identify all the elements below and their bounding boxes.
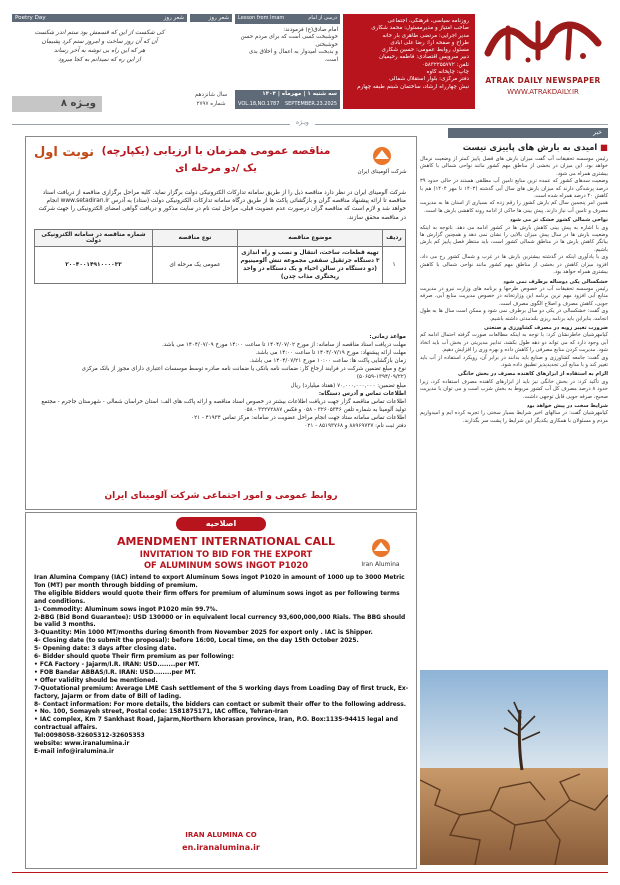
body-line: 5- Opening date: 3 days after closing date. [34,646,177,653]
article-body [420,156,608,425]
lesson-label-fa: درسی از امام [308,15,337,21]
poetry-label-fa: شعر روز [163,15,184,21]
note-line: مهلت دریافت اسناد مناقصه از سامانه: از مورخ ۱۴۰۴/۰۷/۰۲ تا ساعت ۱۴:۰۰ مورخ ۱۴۰۴/۰۷/۰۹ می باشد. [161,342,406,349]
iran-alumina-logo [353,537,408,568]
export-ad-website[interactable]: en.iranalumina.ir [182,843,260,852]
company-name: شرکت آلومینای ایران [357,169,407,175]
export-ad-company: IRAN ALUMINA CO [185,831,257,839]
note-line: اطلاعات تماس سامانه ستاد جهت انجام مراحل عضویت در سامانه: مرکز تماس ۴۱۹۳۴ - ۰۲۱ [191,414,406,421]
staff-line: مسئول روابط عمومی: حسین شکاری [381,47,469,54]
issue-meta [235,100,340,110]
body-line[interactable]: E-mail info@iralumina.ir [34,748,114,755]
newspaper-logo-mark [478,8,608,68]
staff-line: نبش چهارراه ارشاد، ساختمان شبنم طبقه چهارم [357,83,469,90]
masthead-logo [478,8,608,118]
staff-line: دبیر سرویس اقتصادی: فاطمه رحیمیان [379,54,469,61]
article-tag-bar [448,128,608,138]
article-subheading: ضرورت تغییر رویه در مصرف کشاورزی و صنعتی [483,324,608,331]
masthead-url[interactable]: WWW.ATRAKDAILY.IR [507,88,579,96]
article-tag: خبر [593,129,602,136]
article-subheading: نواحی شمالی کشور خشک تر می شود [509,217,608,224]
body-line: • FCA Factory - Jajarm/I.R. IRAN: USD........per MT. [34,661,200,668]
tender-turn-label: نوبت اول [34,145,95,160]
body-line: 6- Bidder should quote Their firm premium as per following: [34,654,234,661]
body-line: 7-Quotational premium: Average LME Cash settlement of the 5 working days from Loading Day of first truck, Ex-factory, Jajarm or from date of Bill of lading. [34,685,409,700]
body-line: • IAC complex, Km 7 Sankhast Road, Jajarm,Northern khorasan province, Iran, P.O. Box:1135-94415 legal and contractual affairs. [34,717,398,732]
iran-alumina-logo-icon [363,537,399,559]
year-box [190,14,232,109]
divider-label: ویـژه [290,119,315,126]
bottom-rule [12,872,608,873]
staff-line: صاحب امتیاز و مدیرمسئول: محمد شکاری [371,25,469,32]
tender-intro: شرکت آلومینای ایران در نظر دارد مناقصه ذیل را از طریق سامانه تدارکات الکترونیکی دولت برگزار نماید. کلیه مراحل برگزاری مناقصه از دریافت اسناد مناقصه تا ارائه پیشنهاد مناقصه گران و بازگشائی پاکت ها از طریق درگاه سامانه تدارکات الکترونیکی دولت (ستاد) به آدرس www.setadiran.ir انجام خواهد شد و لازم است که مناقصه گران درصورت عدم عضویت قبلی، مراحل ثبت نام در سایت مذکور و دریافت گواهی امضای الکترونیکی را جهت شرکت در مناقصه محقق سازند. [38,190,406,221]
poem-line: کی شکست از این که قسمش بود ستم اندر شکست [34,29,165,36]
body-line: Tel:0098058-32605312-32605353 [34,733,145,740]
article-paragraph: وی گفت: جامعه کشاورزی و صنایع باید بدانند در برابر آن، رویکرد استفاده از آب باید تغییر کند و با منابع آبی تجدیدپذیر تطبیق داده شود. [420,354,608,368]
article-paragraph: همین امر پنجمین سال کم بارش کشور را رقم زده که بسیاری از استان ها به مدیریت مصرف و تامین آب نیاز دارند. پیش بینی ها حاکی از ادامه روند کاهشی بارش ها است. [420,200,608,214]
body-line: 1- Commodity: Aluminum sows ingot P1020 min 99.7%. [34,606,218,613]
export-ad [25,512,417,869]
body-line: 3-Quantity: Min 1000 MT/months during 6month from November 2025 for export only . IAC is Shipper. [34,630,373,637]
company-logo [356,145,408,175]
note-line: مواعد زمانی: [369,334,406,340]
logo-label: Iran Alumina [361,561,400,568]
note-line: زمان بازگشایی پاکت ها: ساعت ۱۰:۰۰ مورخ ۱۴۰۴/۰۷/۲۱ می باشد. [249,358,406,365]
article-paragraph: کیامهرشیان گفت: در سالهای اخیر شرایط بسیار سختی را تجربه کرده ایم و امیدواریم مردم و مسئولان با همکاری یکدیگر این شرایط را پشت سر بگذارند. [420,410,608,424]
article-paragraph: رئیس موسسه تحقیقات آب در خصوص طرحها و برنامه های وزارت نیرو در مدیریت منابع آبی افزود مهم ترین برنامه این وزارتخانه در خصوص مدیریت منابع آبی، صرفه جویی، کاهش مصرف و اصلاح الگوی مصرف است. [420,285,608,307]
year-box-head: شعر روز [190,14,232,22]
staff-line: روزنامه سیاسی، فرهنگی، اجتماعی [387,18,469,24]
staff-line: تلفن: ۰۵۸۳۲۲۵۵۷۷۲ [421,61,469,68]
tender-table [34,229,406,284]
note-line: دفتر ثبت نام: ۸۸۹۶۹۷۳۷ و ۸۵۱۹۳۷۶۸ - ۰۲۱ [304,423,406,430]
issue-date-fa: سه شنبه ۱ | مهرماه | ۱۴۰۴ [235,90,340,100]
poem-text [12,28,187,64]
staff-line: دفتر مرکزی: بلوار استقلال شمالی [389,76,469,83]
issue-date-en: SEPTEMBER.23.2025 [284,100,337,107]
note-line: مبلغ تضمین: ۷۰,۰۰۰,۰۰۰,۰۰۰ (هفتاد میلیارد) ریال [290,382,406,389]
poetry-box [12,14,187,94]
note-line: اطلاعات تماس و آدرس دستگاه: [318,390,406,397]
lesson-line: امام صادق(ع) فرمودند: [283,26,338,33]
body-line: • No. 100, Somayeh street, Postal code: 1581875171, IAC office, Tehran-Iran [34,709,289,716]
lesson-text [235,24,340,68]
note-line: اطلاعات تماس مناقصه گزار جهت دریافت اطلاعات بیشتر در خصوص اسناد مناقصه و ارائه پاکت های الف: استان خراسان شمالی - شهرستان جاجرم - مجتمع تولید آلومینا به شماره تلفن ۳۲۶۰۵۳۴۶ - ۰۵۸ و فکس ۳۲۲۷۲۸۸۷ - ۰۵۸ [41,398,406,413]
export-ad-body [34,575,409,757]
column-header: موضوع مناقصه [238,230,383,247]
tender-ad [25,136,417,510]
article-subheading: الزام به استفاده از ابزارهای کاهنده مصرف در بخش خانگی [458,371,608,378]
staff-line: مدیر اجرایی: مرتضی طاهری بار خانه [382,32,469,39]
body-line: 2-BBG (Bid Bond Guarantee): USD 130000 or in equivalent local currency 93,600,000,000 Rials. The BBG should be valid 3 months. [34,614,406,629]
tender-title: مناقصه عمومی همزمان با ارزیابی (یکپارچه) [101,145,331,157]
cell-no: ۱ [383,247,406,284]
page-number: ویـژه ۸ [12,96,102,112]
table-row [35,247,406,284]
dry-land-photo [420,670,608,865]
column-header: شماره مناقصه در سامانه الکترونیکی دولت [35,230,153,247]
article-paragraph: وی گفت: خشکسالی در یکی دو سال برطرف نمی شود و ممکن است سال ها به طول انجامد، بنابراین باید برنامه ریزی بلندمدتی داشته باشیم. [420,308,608,322]
lesson-line: و بدبخت امیدوار به اعمال و اخلاق بدی است. [248,49,338,63]
tender-notes [34,333,406,430]
body-line: • Offer validity should be mentioned. [34,677,158,684]
staff-box [343,14,475,109]
staff-line: چاپ: چاپخانه کاوه [426,69,469,76]
article-paragraph: رئیس موسسه تحقیقات آب گفت میزان بارش های فصل پاییز کمتر از وضعیت نرمال خواهد بود. این میزان در بخشی از مناطق مهم کشور مانند نواحی شمالی با کاهش بیشتری همراه می شود. [420,156,608,177]
poetry-label-en: Poetry Day [15,15,46,21]
lesson-box [235,14,340,109]
year-line: سال شانزدهم [194,92,228,98]
article-subheading: شرایط سخت در پیش خواهد بود [526,403,608,409]
drought-landscape-image [420,670,608,865]
column-header: ردیف [383,230,406,247]
masthead-subtitle: ATRAK DAILY NEWSPAPER [485,76,601,85]
body-line[interactable]: website: www.iranalumina.ir [34,741,130,748]
article-subheading: خشکسالی یکی دوساله برطرف نمی شود [503,278,608,285]
body-line: 8- Contact information: For more details, the bidders can contact or submit their offer to the following address. [34,701,407,708]
note-line: مهلت ارائه پیشنهاد: مورخ ۱۴۰۴/۰۷/۱۹ تا ساعت ۱۴:۰۰ می باشد. [255,350,406,357]
export-ad-subtitle-line: INVITATION TO BID FOR THE EXPORT [139,549,313,559]
tender-subtitle: یک /دو مرحله ای [175,163,257,174]
iran-alumina-logo-icon [365,145,399,167]
lesson-line: خوشبخت کسی است که برای مردم حسن خوشبختی [240,34,338,48]
lesson-header [235,14,340,24]
article-title-text: امیدی به بارش های پاییزی نیست [462,142,598,152]
cell-type: عمومی یک مرحله ای [153,247,238,284]
tender-footer: روابط عمومی و امور اجتماعی شرکت آلومینای ایران [104,491,338,501]
export-ad-subtitle-line: OF ALUMINUM SOWS INGOT P1020 [143,560,309,570]
body-line: Iran Alumina Company (IAC) intend to export Aluminum Sows ingot P1020 in amount of 1000 up to 3000 Metric Ton (MT) per month through bidding of premium. [34,575,405,589]
column-header: نوع مناقصه [153,230,238,247]
body-line: 4- Closing date (to submit the proposal): before 16:00, Local time, on the day 15th October 2025. [34,638,359,645]
bullet-icon: ■ [600,142,608,152]
article-paragraph: وی با یادآوری اینکه در گذشته بیشترین بارش ها در غرب و شمال کشور رخ می داد، افزود میزان کاهش در بخشی از مناطق مهم کشور مانند نواحی شمالی با کاهش بیشتری همراه خواهد بود. [420,254,608,276]
article-paragraph: وی با اشاره به پیش بینی کاهش بارش ها در کشور ادامه می دهد. باتوجه به اینکه وضعیت بارش ها در سال پیش میزان بالایی را نشان نمی دهد و همچنین گزارش ها بیانگر کاهش بارش ها در مناطق شمالی کشور است، باید منتظر فصل پاییز کم بارش باشیم. [420,224,608,253]
amendment-badge: اصلاحیه [176,517,266,531]
table-header-row [35,230,406,247]
article-paragraph: وضعیت سدهای کشور که عمده ترین منابع تامین آب مطلقی هستند در حالی حدود ۳۹ درصد پرشدگی دارند که میزان بارش های سال آبی گذشته (۱۴۰۳ تا مهر ۱۴۰۴) هم با کاهش ۴۰ درصد همراه شده است. [420,178,608,200]
export-ad-subtitle [86,549,366,571]
cell-subject: تهیه قطعات، ساخت، انتقال و نصب و راه اندازی ۳ دستگاه جرثقیل سقفی مجموعه تنش آلومینیوم (دو دستگاه در سالن احیاء و یک دستگاه در واحد ریختگری مذاب چدن) [238,247,383,284]
poem-line: هر که این راه بی توشه به آخر رساند [53,47,146,54]
poem-line: از این ره که نمیدانم به کجا میرود [58,56,141,63]
article-title [420,142,608,152]
body-line: The eligible Bidders would quote their firm offers for premium of aluminum sows ingot as per following terms and conditions. [34,590,400,605]
staff-line: طراح و صفحه آرا: رضا علی آبادی [390,39,469,46]
lesson-label-en: Lesson from Imam [238,15,285,21]
cell-number: ۲۰۰۴۰۰۱۴۹۱۰۰۰۰۳۳ [35,247,153,284]
issue-vol: VOL.18,NO.1787 [238,100,280,107]
body-line: • FOB Bandar ABBAS/I.R. IRAN: USD........per MT. [34,669,196,676]
export-ad-title: AMENDMENT INTERNATIONAL CALL [116,535,336,548]
article-paragraph: وی تأکید کرد: در بخش خانگی نیز باید از ابزارهای کاهنده مصرف استفاده کرد، زیرا حدود ۸ درصد مصرف کل آب کشور مربوط به بخش شرب است و می توان با مدیریت صحیح، صرفه جویی قابل توجهی داشت. [420,378,608,400]
article-paragraph: کیامهرشیان خاطرنشان کرد: با توجه به اینکه مطالعات صورت گرفته احتمال ادامه کم آبی وجود دارد که می تواند دو دهه طول بکشد، تدابیر مدیریتی در بخش آب باید اتخاذ شود. مدیریت کردن منابع مصرفی را کاهش داده و بهره وری را افزایش دهیم. [420,332,608,354]
poetry-header [12,14,187,22]
poem-line: آن که آن روز ساخت و امروز ستم کرد پشیمان [41,38,158,45]
issue-number-line: شماره ۲۷۹۷ [196,101,226,107]
note-line: نوع و مبلغ تضمین شرکت در فرایند ارجاع کار: ضمانت نامه بانکی یا ضمانت نامه صادره توسط موسسات اعتباری دارای مجوز از بانک مرکزی (۱۳۹۴/۰۹/۲۲-۵۰۶۵۹) [81,366,406,381]
